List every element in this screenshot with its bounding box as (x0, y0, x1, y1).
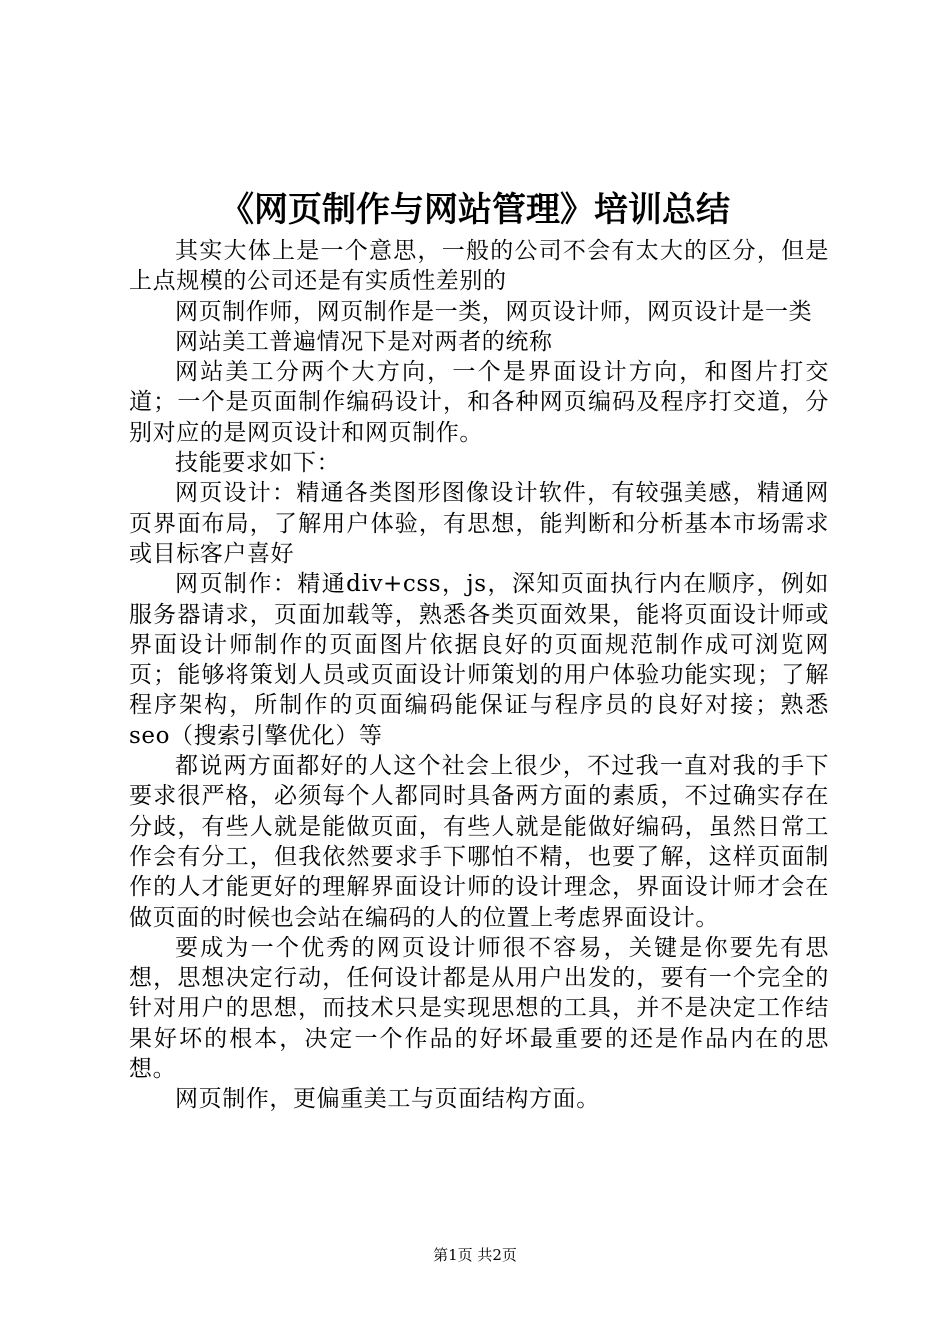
paragraph: 其实大体上是一个意思，一般的公司不会有太大的区分，但是上点规模的公司还是有实质性差别的 (129, 238, 829, 295)
page-number-footer: 第1页 共2页 (433, 1246, 517, 1264)
document-body (129, 236, 829, 1115)
paragraph: 网页制作，更偏重美工与页面结构方面。 (175, 1086, 600, 1113)
document-title: 《网页制作与网站管理》培训总结 (220, 190, 730, 230)
paragraph: 网页制作师，网页制作是一类，网页设计师，网页设计是一类 (175, 298, 813, 325)
paragraph: 都说两方面都好的人这个社会上很少，不过我一直对我的手下要求很严格，必须每个人都同时具备两方面的素质，不过确实存在分歧，有些人就是能做页面，有些人就是能做好编码，虽然日常工作会有分工，但我依然要求手下哪怕不精，也要了解，这样页面制作的人才能更好的理解界面设计师的设计理念，界面设计师才会在做页面的时候也会站在编码的人的位置上考虑界面设计。 (129, 753, 829, 931)
paragraph: 技能要求如下： (175, 450, 341, 477)
paragraph: 网页设计：精通各类图形图像设计软件，有较强美感，精通网页界面布局，了解用户体验，有思想，能判断和分析基本市场需求或目标客户喜好 (129, 480, 829, 567)
paragraph: 要成为一个优秀的网页设计师很不容易，关键是你要先有思想，思想决定行动，任何设计都是从用户出发的，要有一个完全的针对用户的思想，而技术只是实现思想的工具，并不是决定工作结果好坏的根本，决定一个作品的好坏最重要的还是作品内在的思想。 (129, 934, 829, 1083)
paragraph: 网页制作：精通div+css，js，深知页面执行内在顺序，例如服务器请求，页面加载等，熟悉各类页面效果，能将页面设计师或界面设计师制作的页面图片依据良好的页面规范制作成可浏览网页；能够将策划人员或页面设计师策划的用户体验功能实现；了解程序架构，所制作的页面编码能保证与程序员的良好对接；熟悉seo（搜索引擎优化）等 (129, 571, 829, 749)
paragraph: 网站美工普遍情况下是对两者的统称 (175, 328, 553, 355)
paragraph: 网站美工分两个大方向，一个是界面设计方向，和图片打交道；一个是页面制作编码设计，和各种网页编码及程序打交道，分别对应的是网页设计和网页制作。 (129, 359, 829, 446)
